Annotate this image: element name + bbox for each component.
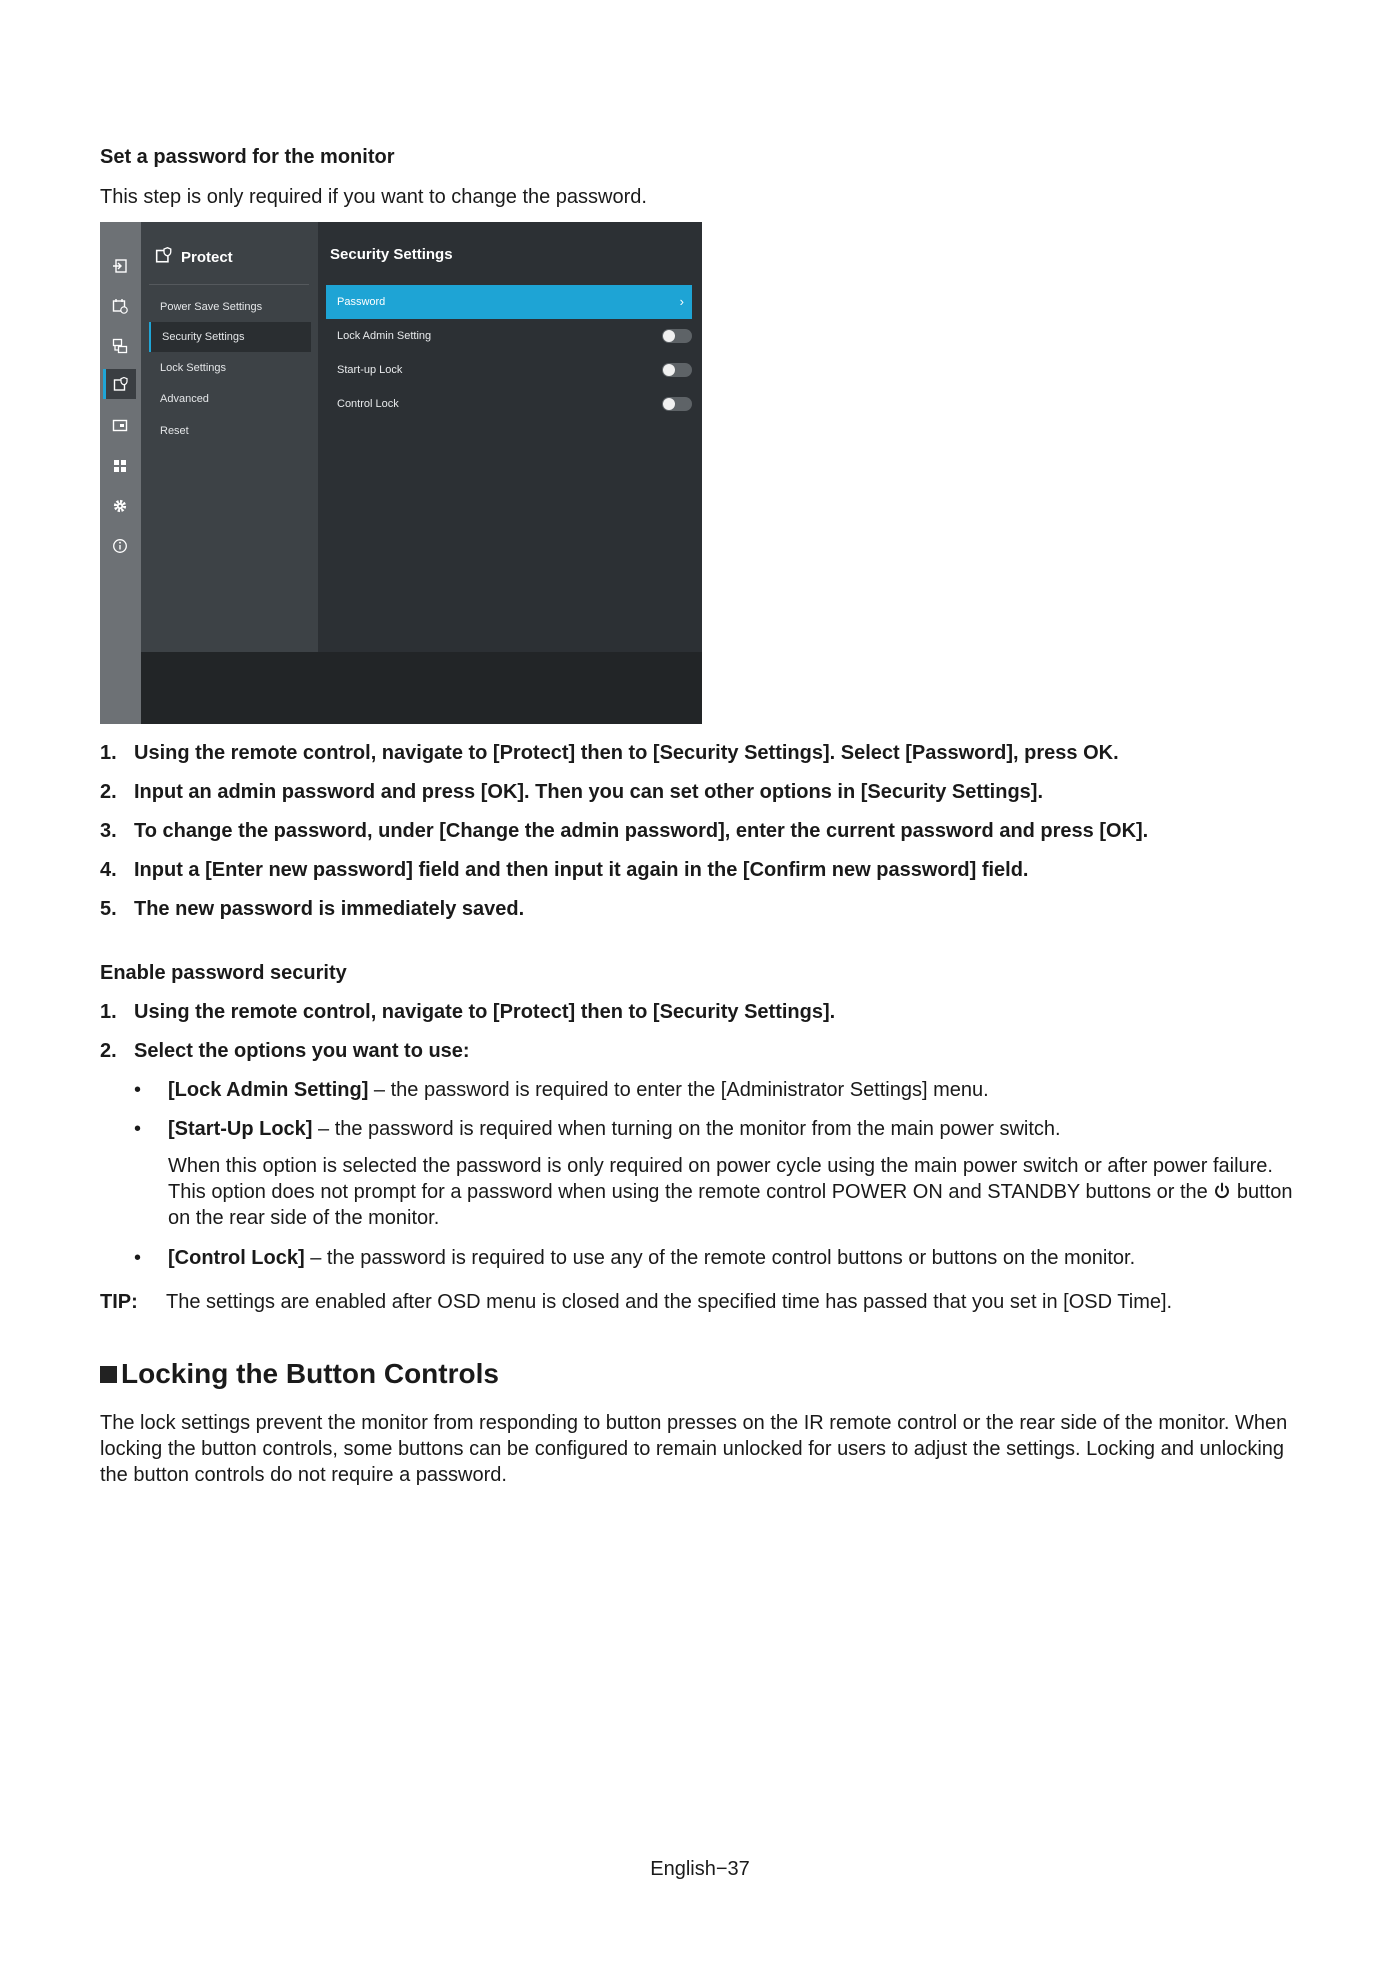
password-item[interactable]: Password › [326,285,692,319]
square-bullet-icon [100,1366,117,1383]
protect-icon [103,369,136,399]
osd-screenshot [100,222,702,724]
lock-admin-setting-item[interactable]: Lock Admin Setting [326,319,692,353]
apps-grid-icon [108,454,132,478]
startup-lock-toggle[interactable] [662,363,692,377]
step-item: 2. Input an admin password and press [OK]. Then you can set other options in [Security Settings]. [100,781,1043,803]
options-list [134,1077,1294,1271]
protect-icon [155,246,173,268]
osd-icon-rail [100,222,141,724]
picture-icon [108,414,132,438]
step-item: 2. Select the options you want to use: [100,1040,470,1062]
lock-admin-toggle[interactable] [662,329,692,343]
locking-heading: Locking the Button Controls [100,1358,499,1390]
divider [149,284,309,285]
osd-menu-item-selected[interactable]: Security Settings [149,322,311,352]
set-password-steps [100,740,1148,935]
osd-menu-column [141,222,318,652]
list-item: • [Control Lock] – the password is required to use any of the remote control buttons or buttons on the monitor. [134,1245,1294,1271]
enable-security-steps [100,999,835,1077]
step-item: 1. Using the remote control, navigate to [Protect] then to [Security Settings]. [100,1001,836,1023]
multi-display-icon [108,334,132,358]
list-item: • [Lock Admin Setting] – the password is required to enter the [Administrator Settings] menu. [134,1077,1294,1116]
osd-menu-item[interactable]: Power Save Settings [160,301,263,313]
input-icon [108,254,132,278]
startup-note: When this option is selected the password is only required on power cycle using the main power switch or after power failure. This option does not prompt for a password when using the remote control POWER ON and STANDBY buttons or the button on the rear side of the monitor. [168,1155,1293,1229]
set-password-heading: Set a password for the monitor [100,146,395,168]
step-item: 5. The new password is immediately saved. [100,898,525,920]
osd-bottom-bar [141,652,702,724]
page-footer: English−37 [650,1858,750,1880]
gear-icon [108,494,132,518]
set-password-intro: This step is only required if you want to change the password. [100,186,647,208]
locking-body: The lock settings prevent the monitor from responding to button presses on the IR remote control or the rear side of the monitor. When locking the button controls, some buttons can be configured to remain unlocked for users to adjust the settings. Locking and unlocking the button controls do not require a password. [100,1412,1288,1486]
schedule-icon [108,294,132,318]
control-lock-item[interactable]: Control Lock [326,387,692,421]
osd-menu-item[interactable]: Lock Settings [160,362,227,374]
step-item: 1. Using the remote control, navigate to [Protect] then to [Security Settings]. Select [Password], press OK. [100,742,1119,764]
list-item: • [Start-Up Lock] – the password is required when turning on the monitor from the main power switch. [134,1116,1294,1153]
enable-security-heading: Enable password security [100,962,347,984]
osd-menu-item[interactable]: Advanced [160,393,209,405]
control-lock-toggle[interactable] [662,397,692,411]
info-icon [108,534,132,558]
step-item: 3. To change the password, under [Change the admin password], enter the current password and press [OK]. [100,820,1149,842]
chevron-right-icon: › [679,294,684,309]
osd-settings-panel [318,222,702,652]
osd-menu-title: Protect [155,246,233,268]
tip-note: TIP: The settings are enabled after OSD menu is closed and the specified time has passed that you set in [OSD Time]. [100,1291,1173,1313]
power-icon [1213,1181,1231,1203]
startup-lock-item[interactable]: Start-up Lock [326,353,692,387]
osd-panel-title: Security Settings [330,246,453,263]
osd-menu-item[interactable]: Reset [160,425,189,437]
step-item: 4. Input a [Enter new password] field and then input it again in the [Confirm new password] field. [100,859,1029,881]
